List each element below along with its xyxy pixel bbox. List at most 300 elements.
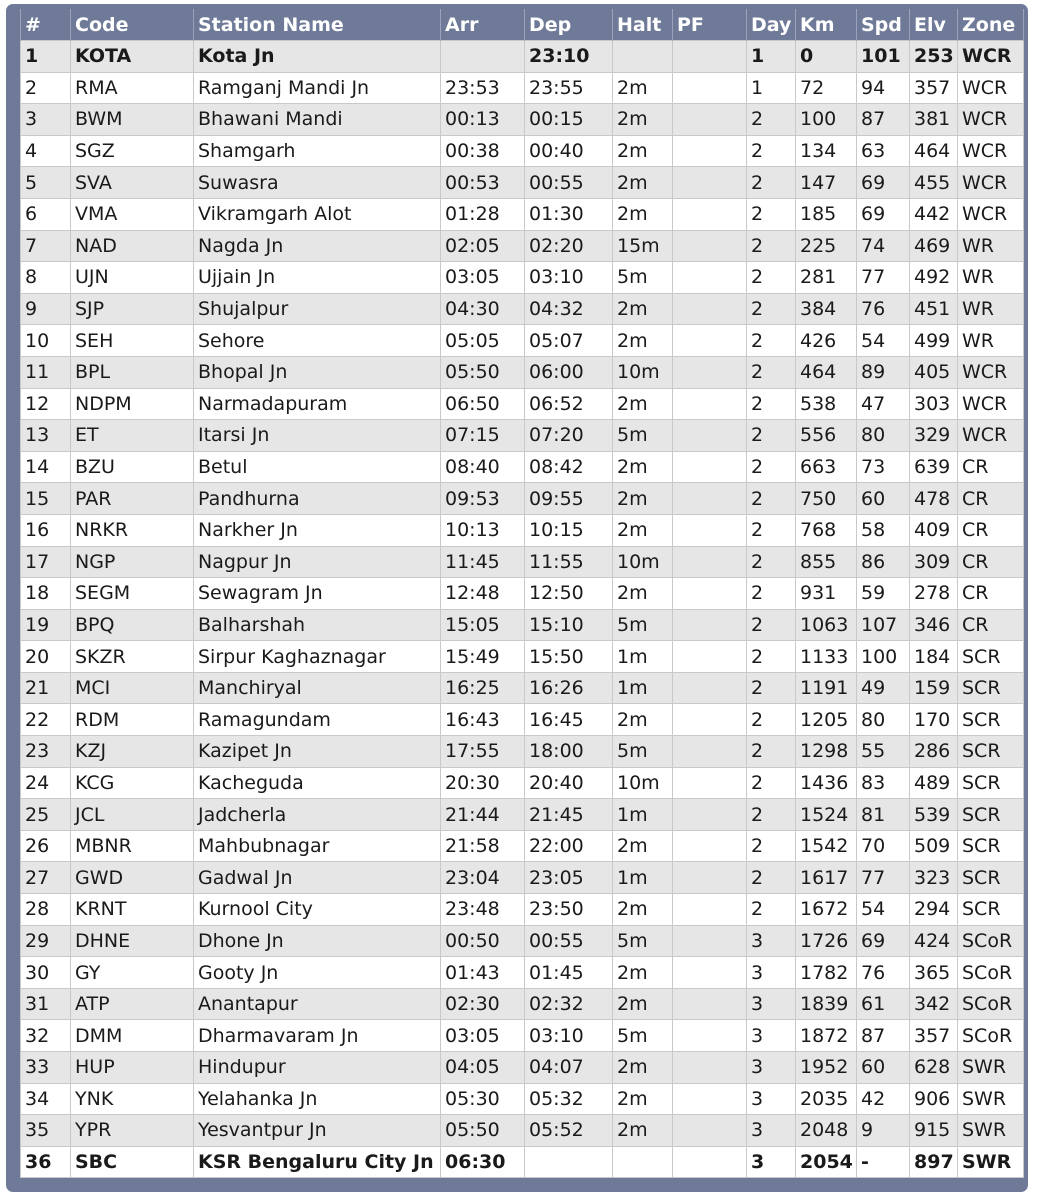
col-elv-header[interactable]: Elv [910, 9, 958, 41]
table-row [21, 641, 1024, 673]
code-cell: RDM [71, 704, 194, 736]
code-cell: ATP [71, 988, 194, 1020]
dep-cell: 00:15 [525, 104, 613, 136]
elv-cell: 464 [910, 135, 958, 167]
table-row [21, 609, 1024, 641]
code-cell: GWD [71, 862, 194, 894]
day-cell: 3 [747, 1020, 796, 1052]
table-row [21, 1052, 1024, 1084]
elv-cell: 286 [910, 736, 958, 768]
station-name-cell: Gooty Jn [194, 957, 441, 989]
arr-cell: 01:43 [441, 957, 525, 989]
header-row [21, 9, 1024, 41]
number-cell: 18 [21, 578, 71, 610]
arr-cell: 23:53 [441, 72, 525, 104]
spd-cell: - [857, 1146, 910, 1178]
table-row [21, 672, 1024, 704]
km-cell: 281 [796, 262, 857, 294]
elv-cell: 539 [910, 799, 958, 831]
zone-cell: CR [958, 514, 1024, 546]
halt-cell: 5m [613, 925, 673, 957]
pf-cell [673, 1052, 747, 1084]
day-cell: 2 [747, 767, 796, 799]
arr-cell: 06:30 [441, 1146, 525, 1178]
code-cell: BPL [71, 356, 194, 388]
table-row [21, 135, 1024, 167]
spd-cell: 83 [857, 767, 910, 799]
pf-cell [673, 356, 747, 388]
station-name-cell: Pandhurna [194, 483, 441, 515]
spd-cell: 87 [857, 104, 910, 136]
pf-cell [673, 262, 747, 294]
halt-cell: 2m [613, 104, 673, 136]
halt-cell: 2m [613, 1115, 673, 1147]
spd-cell: 9 [857, 1115, 910, 1147]
table-row [21, 325, 1024, 357]
station-name-cell: Sehore [194, 325, 441, 357]
arr-cell: 08:40 [441, 451, 525, 483]
halt-cell: 2m [613, 388, 673, 420]
code-cell: KCG [71, 767, 194, 799]
code-cell: YNK [71, 1083, 194, 1115]
station-name-cell: Shamgarh [194, 135, 441, 167]
day-cell: 3 [747, 988, 796, 1020]
pf-cell [673, 135, 747, 167]
arr-cell: 01:28 [441, 198, 525, 230]
dep-cell [525, 1146, 613, 1178]
zone-cell: WCR [958, 72, 1024, 104]
km-cell: 1133 [796, 641, 857, 673]
arr-cell: 07:15 [441, 420, 525, 452]
km-cell: 1726 [796, 925, 857, 957]
spd-cell: 77 [857, 862, 910, 894]
km-cell: 556 [796, 420, 857, 452]
station-name-cell: Balharshah [194, 609, 441, 641]
day-cell: 2 [747, 293, 796, 325]
number-cell: 34 [21, 1083, 71, 1115]
number-cell: 30 [21, 957, 71, 989]
elv-cell: 253 [910, 41, 958, 73]
station-name-cell: Narkher Jn [194, 514, 441, 546]
zone-cell: WR [958, 325, 1024, 357]
halt-cell: 1m [613, 672, 673, 704]
station-name-cell: Vikramgarh Alot [194, 198, 441, 230]
arr-cell: 00:50 [441, 925, 525, 957]
col-pf-header[interactable]: PF [673, 9, 747, 41]
elv-cell: 639 [910, 451, 958, 483]
spd-cell: 80 [857, 420, 910, 452]
code-cell: SGZ [71, 135, 194, 167]
km-cell: 100 [796, 104, 857, 136]
km-cell: 1063 [796, 609, 857, 641]
elv-cell: 424 [910, 925, 958, 957]
elv-cell: 278 [910, 578, 958, 610]
spd-cell: 86 [857, 546, 910, 578]
station-name-cell: Bhopal Jn [194, 356, 441, 388]
zone-cell: WCR [958, 198, 1024, 230]
col-km-header[interactable]: Km [796, 9, 857, 41]
table-row [21, 72, 1024, 104]
pf-cell [673, 293, 747, 325]
arr-cell: 23:04 [441, 862, 525, 894]
elv-cell: 365 [910, 957, 958, 989]
station-name-cell: Nagpur Jn [194, 546, 441, 578]
km-cell: 1617 [796, 862, 857, 894]
zone-cell: WR [958, 230, 1024, 262]
code-cell: PAR [71, 483, 194, 515]
station-name-cell: Ramganj Mandi Jn [194, 72, 441, 104]
dep-cell: 12:50 [525, 578, 613, 610]
table-row [21, 1115, 1024, 1147]
number-cell: 9 [21, 293, 71, 325]
pf-cell [673, 799, 747, 831]
day-cell: 2 [747, 104, 796, 136]
km-cell: 185 [796, 198, 857, 230]
station-name-cell: Sirpur Kaghaznagar [194, 641, 441, 673]
pf-cell [673, 167, 747, 199]
spd-cell: 70 [857, 830, 910, 862]
station-name-cell: Dhone Jn [194, 925, 441, 957]
elv-cell: 451 [910, 293, 958, 325]
number-cell: 10 [21, 325, 71, 357]
dep-cell: 07:20 [525, 420, 613, 452]
station-name-cell: Kacheguda [194, 767, 441, 799]
halt-cell [613, 1146, 673, 1178]
pf-cell [673, 641, 747, 673]
elv-cell: 915 [910, 1115, 958, 1147]
arr-cell: 00:13 [441, 104, 525, 136]
station-name-cell: KSR Bengaluru City Jn [194, 1146, 441, 1178]
elv-cell: 499 [910, 325, 958, 357]
km-cell: 134 [796, 135, 857, 167]
code-cell: BWM [71, 104, 194, 136]
table-row [21, 925, 1024, 957]
km-cell: 538 [796, 388, 857, 420]
number-cell: 3 [21, 104, 71, 136]
col-dep-header[interactable]: Dep [525, 9, 613, 41]
number-cell: 7 [21, 230, 71, 262]
spd-cell: 94 [857, 72, 910, 104]
arr-cell: 21:58 [441, 830, 525, 862]
elv-cell: 294 [910, 894, 958, 926]
halt-cell: 2m [613, 578, 673, 610]
code-cell: SEGM [71, 578, 194, 610]
table-row [21, 767, 1024, 799]
col-zone-header[interactable]: Zone [958, 9, 1024, 41]
pf-cell [673, 672, 747, 704]
number-cell: 15 [21, 483, 71, 515]
dep-cell: 09:55 [525, 483, 613, 515]
pf-cell [673, 325, 747, 357]
station-name-cell: Hindupur [194, 1052, 441, 1084]
code-cell: ET [71, 420, 194, 452]
elv-cell: 329 [910, 420, 958, 452]
elv-cell: 342 [910, 988, 958, 1020]
station-name-cell: Mahbubnagar [194, 830, 441, 862]
code-cell: MCI [71, 672, 194, 704]
pf-cell [673, 483, 747, 515]
elv-cell: 357 [910, 1020, 958, 1052]
km-cell: 1191 [796, 672, 857, 704]
table-row [21, 862, 1024, 894]
zone-cell: CR [958, 483, 1024, 515]
number-cell: 27 [21, 862, 71, 894]
pf-cell [673, 1083, 747, 1115]
arr-cell: 05:50 [441, 1115, 525, 1147]
day-cell: 2 [747, 609, 796, 641]
table-row [21, 894, 1024, 926]
arr-cell: 05:05 [441, 325, 525, 357]
day-cell: 3 [747, 1052, 796, 1084]
col-code-header[interactable]: Code [71, 9, 194, 41]
arr-cell: 03:05 [441, 1020, 525, 1052]
number-cell: 14 [21, 451, 71, 483]
code-cell: SBC [71, 1146, 194, 1178]
km-cell: 225 [796, 230, 857, 262]
dep-cell: 23:55 [525, 72, 613, 104]
arr-cell: 03:05 [441, 262, 525, 294]
km-cell: 1542 [796, 830, 857, 862]
pf-cell [673, 388, 747, 420]
number-cell: 31 [21, 988, 71, 1020]
station-name-cell: Narmadapuram [194, 388, 441, 420]
spd-cell: 89 [857, 356, 910, 388]
dep-cell: 00:40 [525, 135, 613, 167]
number-cell: 6 [21, 198, 71, 230]
spd-cell: 69 [857, 198, 910, 230]
code-cell: SJP [71, 293, 194, 325]
elv-cell: 184 [910, 641, 958, 673]
table-row [21, 388, 1024, 420]
pf-cell [673, 894, 747, 926]
pf-cell [673, 514, 747, 546]
pf-cell [673, 862, 747, 894]
km-cell: 1952 [796, 1052, 857, 1084]
dep-cell: 03:10 [525, 1020, 613, 1052]
number-cell: 8 [21, 262, 71, 294]
pf-cell [673, 578, 747, 610]
km-cell: 1872 [796, 1020, 857, 1052]
elv-cell: 628 [910, 1052, 958, 1084]
halt-cell: 2m [613, 1083, 673, 1115]
day-cell: 2 [747, 514, 796, 546]
code-cell: NGP [71, 546, 194, 578]
zone-cell: WR [958, 293, 1024, 325]
arr-cell: 15:49 [441, 641, 525, 673]
dep-cell: 00:55 [525, 925, 613, 957]
halt-cell: 2m [613, 988, 673, 1020]
zone-cell: SCR [958, 799, 1024, 831]
arr-cell: 00:53 [441, 167, 525, 199]
code-cell: BZU [71, 451, 194, 483]
zone-cell: SCoR [958, 1020, 1024, 1052]
dep-cell: 16:45 [525, 704, 613, 736]
timetable [20, 9, 1024, 1178]
elv-cell: 346 [910, 609, 958, 641]
zone-cell: SCR [958, 736, 1024, 768]
col-halt-header[interactable]: Halt [613, 9, 673, 41]
spd-cell: 81 [857, 799, 910, 831]
zone-cell: SCoR [958, 988, 1024, 1020]
day-cell: 2 [747, 546, 796, 578]
dep-cell: 04:32 [525, 293, 613, 325]
day-cell: 2 [747, 167, 796, 199]
arr-cell: 09:53 [441, 483, 525, 515]
dep-cell: 06:52 [525, 388, 613, 420]
code-cell: KRNT [71, 894, 194, 926]
station-name-cell: Shujalpur [194, 293, 441, 325]
halt-cell: 2m [613, 293, 673, 325]
zone-cell: SCR [958, 672, 1024, 704]
km-cell: 931 [796, 578, 857, 610]
col-number-header[interactable]: # [21, 9, 71, 41]
col-arr-header[interactable]: Arr [441, 9, 525, 41]
code-cell: SEH [71, 325, 194, 357]
table-row [21, 514, 1024, 546]
km-cell: 384 [796, 293, 857, 325]
col-day-header[interactable]: Day [747, 9, 796, 41]
dep-cell: 03:10 [525, 262, 613, 294]
timetable-frame [6, 4, 1028, 1192]
station-name-cell: Itarsi Jn [194, 420, 441, 452]
elv-cell: 409 [910, 514, 958, 546]
number-cell: 22 [21, 704, 71, 736]
zone-cell: SCR [958, 830, 1024, 862]
day-cell: 2 [747, 862, 796, 894]
halt-cell: 2m [613, 167, 673, 199]
elv-cell: 357 [910, 72, 958, 104]
station-name-cell: Ujjain Jn [194, 262, 441, 294]
code-cell: SKZR [71, 641, 194, 673]
pf-cell [673, 767, 747, 799]
day-cell: 2 [747, 262, 796, 294]
table-row [21, 1020, 1024, 1052]
station-name-cell: Suwasra [194, 167, 441, 199]
dep-cell: 21:45 [525, 799, 613, 831]
halt-cell: 2m [613, 1052, 673, 1084]
day-cell: 3 [747, 957, 796, 989]
table-row [21, 830, 1024, 862]
day-cell: 2 [747, 325, 796, 357]
day-cell: 3 [747, 1083, 796, 1115]
table-row [21, 957, 1024, 989]
day-cell: 2 [747, 799, 796, 831]
pf-cell [673, 41, 747, 73]
zone-cell: SCR [958, 704, 1024, 736]
dep-cell: 02:32 [525, 988, 613, 1020]
code-cell: NAD [71, 230, 194, 262]
arr-cell: 02:05 [441, 230, 525, 262]
code-cell: JCL [71, 799, 194, 831]
km-cell: 1839 [796, 988, 857, 1020]
km-cell: 2054 [796, 1146, 857, 1178]
spd-cell: 54 [857, 894, 910, 926]
dep-cell: 04:07 [525, 1052, 613, 1084]
halt-cell: 5m [613, 609, 673, 641]
day-cell: 2 [747, 672, 796, 704]
zone-cell: CR [958, 609, 1024, 641]
dep-cell: 10:15 [525, 514, 613, 546]
dep-cell: 23:05 [525, 862, 613, 894]
spd-cell: 77 [857, 262, 910, 294]
zone-cell: SCR [958, 641, 1024, 673]
station-name-cell: Manchiryal [194, 672, 441, 704]
code-cell: VMA [71, 198, 194, 230]
timetable-header [21, 9, 1024, 41]
halt-cell: 2m [613, 957, 673, 989]
number-cell: 20 [21, 641, 71, 673]
day-cell: 2 [747, 388, 796, 420]
elv-cell: 509 [910, 830, 958, 862]
halt-cell: 5m [613, 420, 673, 452]
spd-cell: 60 [857, 483, 910, 515]
number-cell: 11 [21, 356, 71, 388]
pf-cell [673, 704, 747, 736]
day-cell: 2 [747, 641, 796, 673]
halt-cell: 1m [613, 799, 673, 831]
dep-cell: 01:30 [525, 198, 613, 230]
day-cell: 2 [747, 451, 796, 483]
arr-cell: 12:48 [441, 578, 525, 610]
table-row [21, 420, 1024, 452]
code-cell: UJN [71, 262, 194, 294]
km-cell: 2035 [796, 1083, 857, 1115]
station-name-cell: Kurnool City [194, 894, 441, 926]
halt-cell: 2m [613, 514, 673, 546]
halt-cell: 10m [613, 767, 673, 799]
dep-cell: 18:00 [525, 736, 613, 768]
number-cell: 5 [21, 167, 71, 199]
elv-cell: 489 [910, 767, 958, 799]
zone-cell: CR [958, 578, 1024, 610]
arr-cell: 23:48 [441, 894, 525, 926]
zone-cell: SWR [958, 1115, 1024, 1147]
arr-cell: 02:30 [441, 988, 525, 1020]
table-row [21, 41, 1024, 73]
arr-cell: 15:05 [441, 609, 525, 641]
dep-cell: 05:07 [525, 325, 613, 357]
km-cell: 1672 [796, 894, 857, 926]
arr-cell: 16:25 [441, 672, 525, 704]
station-name-cell: Ramagundam [194, 704, 441, 736]
spd-cell: 69 [857, 167, 910, 199]
code-cell: NRKR [71, 514, 194, 546]
km-cell: 1205 [796, 704, 857, 736]
elv-cell: 906 [910, 1083, 958, 1115]
number-cell: 23 [21, 736, 71, 768]
day-cell: 2 [747, 578, 796, 610]
number-cell: 32 [21, 1020, 71, 1052]
number-cell: 4 [21, 135, 71, 167]
code-cell: HUP [71, 1052, 194, 1084]
col-station-name-header[interactable]: Station Name [194, 9, 441, 41]
arr-cell [441, 41, 525, 73]
km-cell: 750 [796, 483, 857, 515]
spd-cell: 107 [857, 609, 910, 641]
dep-cell: 20:40 [525, 767, 613, 799]
col-spd-header[interactable]: Spd [857, 9, 910, 41]
number-cell: 24 [21, 767, 71, 799]
day-cell: 2 [747, 483, 796, 515]
station-name-cell: Betul [194, 451, 441, 483]
code-cell: MBNR [71, 830, 194, 862]
number-cell: 13 [21, 420, 71, 452]
spd-cell: 80 [857, 704, 910, 736]
spd-cell: 42 [857, 1083, 910, 1115]
dep-cell: 06:00 [525, 356, 613, 388]
number-cell: 19 [21, 609, 71, 641]
spd-cell: 63 [857, 135, 910, 167]
